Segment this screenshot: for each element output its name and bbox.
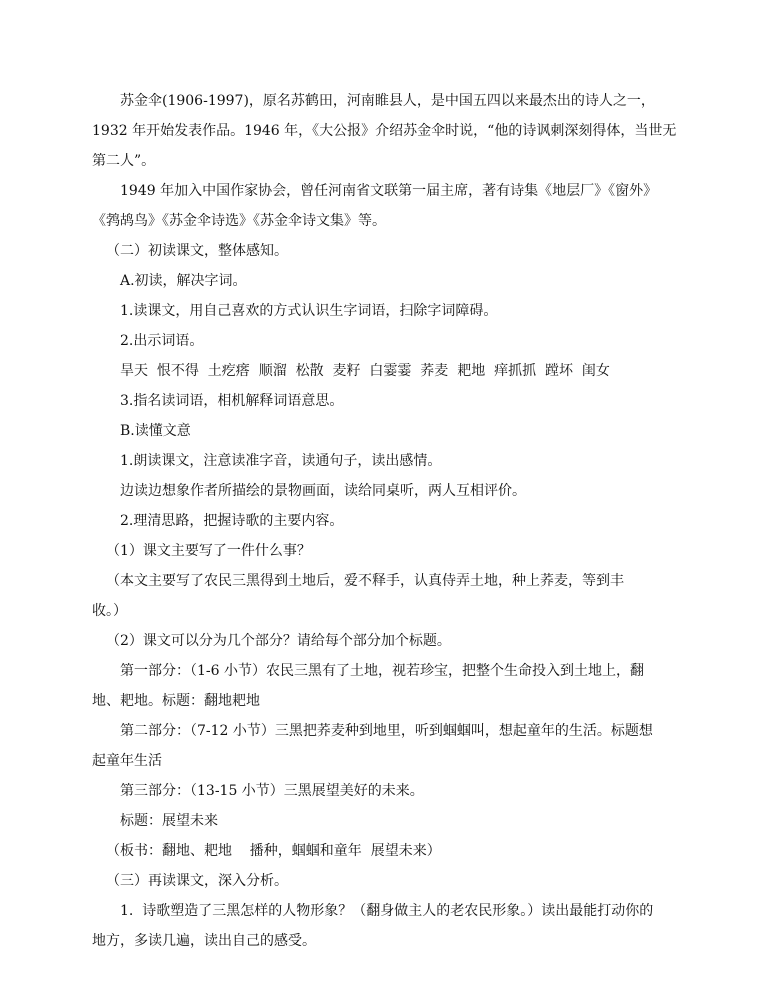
analysis-question-line-1: 1. 诗歌塑造了三黑怎样的人物形象？（翻身做主人的老农民形象。）读出最能打动你的	[120, 903, 654, 919]
reading-step-1-detail: 边读边想象作者所描绘的景物画面，读给同桌听，两人互相评价。	[120, 483, 526, 499]
author-intro-line-3: 第二人”。	[92, 153, 156, 169]
subheading-a: A.初读，解决字词。	[120, 273, 247, 289]
part-1-line-2: 地、耙地。标题：翻地耙地	[92, 693, 260, 709]
author-bio-line-1: 1949 年加入中国作家协会，曾任河南省文联第一届主席，著有诗集《地层厂》《窗外》	[120, 183, 658, 199]
question-2: （2）课文可以分为几个部分？请给每个部分加个标题。	[106, 633, 451, 649]
author-intro-line-1: 苏金伞(1906-1997)，原名苏鹤田，河南睢县人，是中国五四以来最杰出的诗人之一，	[120, 93, 655, 109]
analysis-question-line-2: 地方，多读几遍，读出自己的感受。	[92, 933, 316, 949]
answer-1-line-2: 收。）	[92, 603, 127, 619]
author-bio-line-2: 《鹁鸪鸟》《苏金伞诗选》《苏金伞诗文集》等。	[92, 213, 386, 229]
question-1: （1）课文主要写了一件什么事？	[106, 543, 311, 559]
section-heading-2: （二）初读课文，整体感知。	[106, 243, 288, 259]
section-heading-3: （三）再读课文，深入分析。	[106, 873, 288, 889]
vocabulary-list: 旱天 恨不得 土疙瘩 顺溜 松散 麦籽 白霎霎 荞麦 耙地 痒抓抓 蹚坏 闺女	[120, 363, 610, 379]
reading-step-2: 2.理清思路，把握诗歌的主要内容。	[120, 513, 344, 529]
answer-1-line-1: （本文主要写了农民三黑得到土地后，爱不释手，认真侍弄土地，种上荞麦，等到丰	[106, 573, 624, 589]
author-intro-line-2: 1932 年开始发表作品。1946 年，《大公报》介绍苏金伞时说，“他的诗讽刺深刻得体，当世无	[92, 123, 677, 139]
part-3-title: 标题：展望未来	[120, 813, 218, 829]
reading-step-1: 1.朗读课文，注意读准字音，读通句子，读出感情。	[120, 453, 442, 469]
part-2-line-1: 第二部分：（7-12 小节）三黑把荞麦种到地里，听到蝈蝈叫，想起童年的生活。标题想	[120, 723, 653, 739]
step-1-text: 1.读课文，用自己喜欢的方式认识生字词语，扫除字词障碍。	[120, 303, 498, 319]
part-1-line-1: 第一部分：（1-6 小节）农民三黑有了土地，视若珍宝，把整个生命投入到土地上，翻	[120, 663, 644, 679]
part-2-line-2: 起童年生活	[92, 753, 162, 769]
subheading-b: B.读懂文意	[120, 423, 191, 439]
blackboard-summary: （板书：翻地、耙地 播种，蝈蝈和童年 展望未来）	[106, 843, 441, 859]
part-3-line: 第三部分：（13-15 小节）三黑展望美好的未来。	[120, 783, 424, 799]
step-2-text: 2.出示词语。	[120, 333, 204, 349]
step-3-text: 3.指名读词语，相机解释词语意思。	[120, 393, 344, 409]
